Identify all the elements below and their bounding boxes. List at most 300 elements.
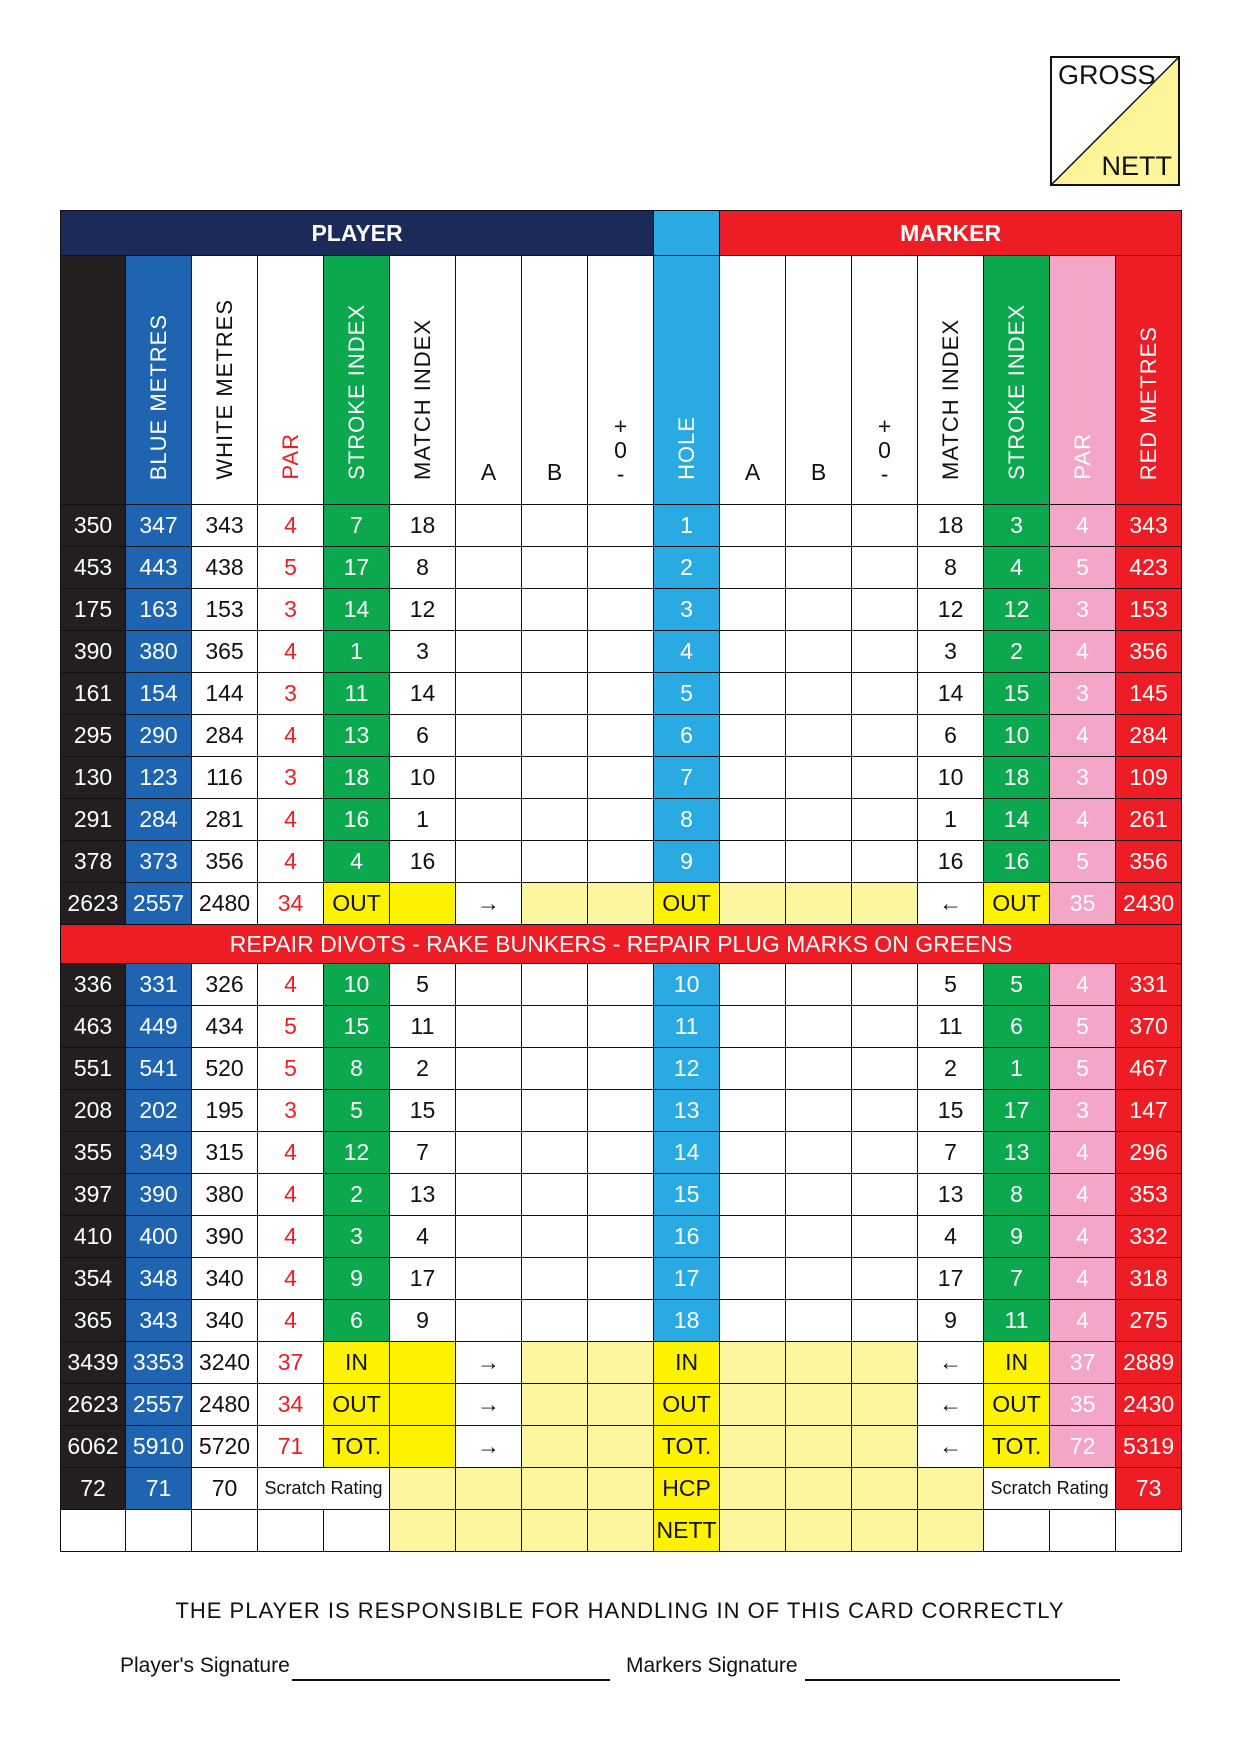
player-score-b-cell[interactable]: [522, 1174, 588, 1216]
header-black-metres: [61, 256, 126, 505]
stroke-index-cell: 10: [324, 964, 390, 1006]
nett-entry-cell[interactable]: [390, 1510, 456, 1552]
marker-total-plus-minus-cell[interactable]: [852, 1342, 918, 1384]
marker-plus-minus-cell[interactable]: [852, 1258, 918, 1300]
marker-par-cell: 4: [1050, 505, 1116, 547]
player-score-b-cell[interactable]: [522, 841, 588, 883]
player-score-b-cell[interactable]: [522, 505, 588, 547]
player-score-a-cell[interactable]: [456, 1174, 522, 1216]
player-plus-minus-cell[interactable]: [588, 1258, 654, 1300]
handicap-entry-cell[interactable]: [852, 1468, 918, 1510]
header-marker-a: A: [720, 256, 786, 505]
white-metres-cell: 520: [192, 1048, 258, 1090]
marker-score-b-cell[interactable]: [786, 757, 852, 799]
marker-par-cell: 4: [1050, 1300, 1116, 1342]
player-score-a-cell[interactable]: [456, 1006, 522, 1048]
stroke-index-cell: 7: [324, 505, 390, 547]
hole-number-cell: 16: [654, 1216, 720, 1258]
red-metres-cell: 284: [1116, 715, 1182, 757]
marker-match-index-cell: 9: [918, 1300, 984, 1342]
marker-par-cell: 3: [1050, 1090, 1116, 1132]
player-plus-minus-cell[interactable]: [588, 799, 654, 841]
nett-blank-cell[interactable]: [984, 1510, 1050, 1552]
player-score-a-cell[interactable]: [456, 1300, 522, 1342]
marker-score-b-cell[interactable]: [786, 673, 852, 715]
red-metres-cell: 275: [1116, 1300, 1182, 1342]
marker-score-a-cell[interactable]: [720, 1216, 786, 1258]
stroke-index-cell: 11: [324, 673, 390, 715]
marker-total-plus-minus-cell[interactable]: [852, 883, 918, 925]
hole-row: [61, 799, 1182, 841]
marker-total-label-cell: OUT: [984, 1384, 1050, 1426]
match-index-cell: 2: [390, 1048, 456, 1090]
marker-total-plus-minus-cell[interactable]: [852, 1384, 918, 1426]
red-metres-cell: 370: [1116, 1006, 1182, 1048]
marker-plus-minus-cell[interactable]: [852, 1216, 918, 1258]
header-blue-metres: BLUE METRES: [126, 256, 192, 505]
marker-plus-minus-cell[interactable]: [852, 799, 918, 841]
marker-score-a-cell[interactable]: [720, 547, 786, 589]
hole-row: [61, 505, 1182, 547]
hole-number-cell: 9: [654, 841, 720, 883]
player-plus-minus-cell[interactable]: [588, 1006, 654, 1048]
black-metres-cell: 354: [61, 1258, 126, 1300]
total-red-metres-cell: 2889: [1116, 1342, 1182, 1384]
marker-signature-label: Markers Signature: [626, 1654, 798, 1677]
marker-plus-minus-cell[interactable]: [852, 1300, 918, 1342]
nett-blank-cell[interactable]: [61, 1510, 126, 1552]
marker-plus-minus-cell[interactable]: [852, 757, 918, 799]
player-signature-line[interactable]: [292, 1679, 610, 1681]
player-total-b-cell[interactable]: [522, 1426, 588, 1468]
red-metres-cell: 467: [1116, 1048, 1182, 1090]
header-player-b: B: [522, 256, 588, 505]
marker-par-cell: 4: [1050, 1132, 1116, 1174]
player-score-a-cell[interactable]: [456, 1048, 522, 1090]
player-plus-minus-cell[interactable]: [588, 1048, 654, 1090]
player-score-b-cell[interactable]: [522, 1048, 588, 1090]
marker-plus-minus-cell[interactable]: [852, 715, 918, 757]
arrow-left-icon: ←: [918, 1426, 984, 1468]
black-metres-cell: 350: [61, 505, 126, 547]
nett-blank-cell[interactable]: [324, 1510, 390, 1552]
player-plus-minus-cell[interactable]: [588, 1216, 654, 1258]
marker-plus-minus-cell[interactable]: [852, 1132, 918, 1174]
marker-plus-minus-cell[interactable]: [852, 673, 918, 715]
player-score-a-cell[interactable]: [456, 757, 522, 799]
marker-match-index-cell: 2: [918, 1048, 984, 1090]
header-marker-stroke-index: STROKE INDEX: [984, 256, 1050, 505]
marker-total-par-cell: 35: [1050, 883, 1116, 925]
marker-par-cell: 3: [1050, 673, 1116, 715]
player-plus-minus-cell[interactable]: [588, 1174, 654, 1216]
stroke-index-cell: 3: [324, 1216, 390, 1258]
marker-score-a-cell[interactable]: [720, 631, 786, 673]
player-plus-minus-cell[interactable]: [588, 547, 654, 589]
marker-score-b-cell[interactable]: [786, 1300, 852, 1342]
handicap-entry-cell[interactable]: [390, 1468, 456, 1510]
marker-plus-minus-cell[interactable]: [852, 505, 918, 547]
player-score-a-cell[interactable]: [456, 589, 522, 631]
marker-score-b-cell[interactable]: [786, 964, 852, 1006]
match-index-cell: 12: [390, 589, 456, 631]
marker-stroke-index-cell: 7: [984, 1258, 1050, 1300]
player-score-b-cell[interactable]: [522, 589, 588, 631]
total-red-metres-cell: 2430: [1116, 883, 1182, 925]
player-plus-minus-cell[interactable]: [588, 589, 654, 631]
total-blue-metres-cell: 2557: [126, 1384, 192, 1426]
player-score-a-cell[interactable]: [456, 1132, 522, 1174]
marker-total-b-cell[interactable]: [786, 883, 852, 925]
hcp-label-cell: HCP: [654, 1468, 720, 1510]
marker-score-b-cell[interactable]: [786, 841, 852, 883]
stroke-index-cell: 8: [324, 1048, 390, 1090]
marker-signature-line[interactable]: [805, 1679, 1120, 1681]
header-stroke-index: STROKE INDEX: [324, 256, 390, 505]
marker-total-plus-minus-cell[interactable]: [852, 1426, 918, 1468]
marker-score-a-cell[interactable]: [720, 841, 786, 883]
total-white-metres-cell: 2480: [192, 1384, 258, 1426]
player-score-b-cell[interactable]: [522, 964, 588, 1006]
marker-match-index-cell: 15: [918, 1090, 984, 1132]
blue-metres-cell: 349: [126, 1132, 192, 1174]
header-hole: HOLE: [654, 256, 720, 505]
stroke-index-cell: 6: [324, 1300, 390, 1342]
footer-notice: THE PLAYER IS RESPONSIBLE FOR HANDLING IN OF THIS CARD CORRECTLY: [175, 1598, 1065, 1623]
total-white-metres-cell: 5720: [192, 1426, 258, 1468]
marker-score-a-cell[interactable]: [720, 1090, 786, 1132]
marker-stroke-index-cell: 9: [984, 1216, 1050, 1258]
marker-score-b-cell[interactable]: [786, 547, 852, 589]
column-header-row: [61, 256, 1182, 505]
black-metres-cell: 397: [61, 1174, 126, 1216]
scratch-rating-label: Scratch Rating: [258, 1468, 390, 1510]
player-score-b-cell[interactable]: [522, 547, 588, 589]
marker-plus-minus-cell[interactable]: [852, 1090, 918, 1132]
player-score-b-cell[interactable]: [522, 1132, 588, 1174]
total-hole-label-cell: TOT.: [654, 1426, 720, 1468]
stroke-index-cell: 13: [324, 715, 390, 757]
marker-stroke-index-cell: 2: [984, 631, 1050, 673]
marker-stroke-index-cell: 11: [984, 1300, 1050, 1342]
par-cell: 4: [258, 1216, 324, 1258]
match-index-cell: 9: [390, 1300, 456, 1342]
marker-score-b-cell[interactable]: [786, 1174, 852, 1216]
header-player-plus-zero-minus: + 0 -: [588, 256, 654, 505]
total-black-metres-cell: 2623: [61, 883, 126, 925]
marker-score-a-cell[interactable]: [720, 505, 786, 547]
player-score-a-cell[interactable]: [456, 1216, 522, 1258]
player-score-b-cell[interactable]: [522, 799, 588, 841]
marker-total-a-cell[interactable]: [720, 1384, 786, 1426]
marker-plus-minus-cell[interactable]: [852, 964, 918, 1006]
marker-plus-minus-cell[interactable]: [852, 1174, 918, 1216]
total-par-cell: 34: [258, 883, 324, 925]
marker-par-cell: 4: [1050, 1174, 1116, 1216]
gross-label: GROSS: [1058, 60, 1156, 90]
marker-score-b-cell[interactable]: [786, 1006, 852, 1048]
stroke-index-cell: 4: [324, 841, 390, 883]
blue-metres-cell: 123: [126, 757, 192, 799]
blue-metres-cell: 202: [126, 1090, 192, 1132]
hole-number-cell: 17: [654, 1258, 720, 1300]
nett-entry-cell[interactable]: [522, 1510, 588, 1552]
player-score-b-cell[interactable]: [522, 715, 588, 757]
header-par: PAR: [258, 256, 324, 505]
player-score-a-cell[interactable]: [456, 715, 522, 757]
nett-blank-cell[interactable]: [258, 1510, 324, 1552]
marker-total-b-cell[interactable]: [786, 1342, 852, 1384]
header-marker-plus-zero-minus: + 0 -: [852, 256, 918, 505]
stroke-index-cell: 14: [324, 589, 390, 631]
marker-score-a-cell[interactable]: [720, 1132, 786, 1174]
marker-score-b-cell[interactable]: [786, 589, 852, 631]
player-score-b-cell[interactable]: [522, 1216, 588, 1258]
marker-score-a-cell[interactable]: [720, 799, 786, 841]
hole-number-cell: 3: [654, 589, 720, 631]
marker-score-b-cell[interactable]: [786, 1048, 852, 1090]
hole-row: [61, 1006, 1182, 1048]
par-cell: 5: [258, 1048, 324, 1090]
marker-match-index-cell: 3: [918, 631, 984, 673]
blue-metres-cell: 443: [126, 547, 192, 589]
marker-match-index-cell: 5: [918, 964, 984, 1006]
player-plus-minus-cell[interactable]: [588, 673, 654, 715]
match-index-cell: 3: [390, 631, 456, 673]
player-score-a-cell[interactable]: [456, 673, 522, 715]
total-blue-metres-cell: 2557: [126, 883, 192, 925]
handicap-entry-cell[interactable]: [918, 1468, 984, 1510]
handicap-entry-cell[interactable]: [720, 1468, 786, 1510]
player-total-b-cell[interactable]: [522, 883, 588, 925]
course-etiquette-message: REPAIR DIVOTS - RAKE BUNKERS - REPAIR PLUG MARKS ON GREENS: [61, 925, 1182, 964]
hole-row: [61, 589, 1182, 631]
marker-stroke-index-cell: 1: [984, 1048, 1050, 1090]
nett-blank-cell[interactable]: [192, 1510, 258, 1552]
blue-metres-cell: 163: [126, 589, 192, 631]
marker-stroke-index-cell: 5: [984, 964, 1050, 1006]
nett-entry-cell[interactable]: [720, 1510, 786, 1552]
arrow-left-icon: ←: [918, 883, 984, 925]
marker-total-b-cell[interactable]: [786, 1384, 852, 1426]
marker-score-b-cell[interactable]: [786, 505, 852, 547]
marker-score-b-cell[interactable]: [786, 715, 852, 757]
hole-row: [61, 1132, 1182, 1174]
arrow-left-icon: ←: [918, 1384, 984, 1426]
marker-score-a-cell[interactable]: [720, 1006, 786, 1048]
total-label-cell: IN: [324, 1342, 390, 1384]
marker-total-a-cell[interactable]: [720, 1342, 786, 1384]
banner-row: [61, 211, 1182, 256]
marker-score-b-cell[interactable]: [786, 1258, 852, 1300]
player-total-plus-minus-cell[interactable]: [588, 1342, 654, 1384]
player-banner: PLAYER: [61, 211, 654, 256]
player-total-score-cell[interactable]: [390, 1342, 456, 1384]
player-total-b-cell[interactable]: [522, 1342, 588, 1384]
blue-metres-cell: 380: [126, 631, 192, 673]
marker-par-cell: 4: [1050, 1216, 1116, 1258]
marker-plus-minus-cell[interactable]: [852, 547, 918, 589]
black-metres-cell: 410: [61, 1216, 126, 1258]
marker-plus-minus-cell[interactable]: [852, 631, 918, 673]
marker-match-index-cell: 14: [918, 673, 984, 715]
marker-score-a-cell[interactable]: [720, 673, 786, 715]
handicap-entry-cell[interactable]: [522, 1468, 588, 1510]
player-score-a-cell[interactable]: [456, 1258, 522, 1300]
nett-entry-cell[interactable]: [786, 1510, 852, 1552]
player-score-b-cell[interactable]: [522, 1090, 588, 1132]
player-score-a-cell[interactable]: [456, 841, 522, 883]
white-metres-cell: 281: [192, 799, 258, 841]
match-index-cell: 4: [390, 1216, 456, 1258]
stroke-index-cell: 2: [324, 1174, 390, 1216]
marker-stroke-index-cell: 3: [984, 505, 1050, 547]
marker-score-a-cell[interactable]: [720, 589, 786, 631]
total-row: [61, 883, 1182, 925]
marker-total-b-cell[interactable]: [786, 1426, 852, 1468]
marker-plus-minus-cell[interactable]: [852, 1048, 918, 1090]
marker-score-b-cell[interactable]: [786, 799, 852, 841]
hole-row: [61, 715, 1182, 757]
white-metres-cell: 340: [192, 1258, 258, 1300]
black-metres-cell: 378: [61, 841, 126, 883]
marker-score-a-cell[interactable]: [720, 1048, 786, 1090]
nett-blank-cell[interactable]: [126, 1510, 192, 1552]
player-plus-minus-cell[interactable]: [588, 631, 654, 673]
stroke-index-cell: 9: [324, 1258, 390, 1300]
player-total-score-cell[interactable]: [390, 883, 456, 925]
player-score-a-cell[interactable]: [456, 631, 522, 673]
player-total-score-cell[interactable]: [390, 1384, 456, 1426]
par-cell: 3: [258, 589, 324, 631]
handicap-entry-cell[interactable]: [588, 1468, 654, 1510]
marker-score-a-cell[interactable]: [720, 1300, 786, 1342]
player-total-plus-minus-cell[interactable]: [588, 1426, 654, 1468]
hole-number-cell: 15: [654, 1174, 720, 1216]
player-score-a-cell[interactable]: [456, 505, 522, 547]
rating-black-cell: 72: [61, 1468, 126, 1510]
gross-nett-box[interactable]: [1050, 56, 1180, 186]
player-score-a-cell[interactable]: [456, 1090, 522, 1132]
handicap-entry-cell[interactable]: [786, 1468, 852, 1510]
player-score-b-cell[interactable]: [522, 673, 588, 715]
marker-plus-minus-cell[interactable]: [852, 1006, 918, 1048]
black-metres-cell: 291: [61, 799, 126, 841]
marker-par-cell: 5: [1050, 547, 1116, 589]
total-row: [61, 1426, 1182, 1468]
total-blue-metres-cell: 3353: [126, 1342, 192, 1384]
nett-blank-cell[interactable]: [1116, 1510, 1182, 1552]
marker-total-a-cell[interactable]: [720, 1426, 786, 1468]
marker-score-a-cell[interactable]: [720, 964, 786, 1006]
player-score-b-cell[interactable]: [522, 1006, 588, 1048]
marker-score-b-cell[interactable]: [786, 1216, 852, 1258]
arrow-right-icon: →: [456, 1384, 522, 1426]
match-index-cell: 8: [390, 547, 456, 589]
white-metres-cell: 315: [192, 1132, 258, 1174]
marker-score-a-cell[interactable]: [720, 757, 786, 799]
marker-score-a-cell[interactable]: [720, 1174, 786, 1216]
match-index-cell: 7: [390, 1132, 456, 1174]
player-plus-minus-cell[interactable]: [588, 1132, 654, 1174]
red-metres-cell: 145: [1116, 673, 1182, 715]
nett-entry-cell[interactable]: [588, 1510, 654, 1552]
hole-number-cell: 10: [654, 964, 720, 1006]
player-total-score-cell[interactable]: [390, 1426, 456, 1468]
player-total-plus-minus-cell[interactable]: [588, 883, 654, 925]
player-score-a-cell[interactable]: [456, 964, 522, 1006]
match-index-cell: 10: [390, 757, 456, 799]
player-signature-label: Player's Signature: [120, 1654, 290, 1677]
total-white-metres-cell: 3240: [192, 1342, 258, 1384]
arrow-left-icon: ←: [918, 1342, 984, 1384]
player-total-plus-minus-cell[interactable]: [588, 1384, 654, 1426]
player-plus-minus-cell[interactable]: [588, 841, 654, 883]
white-metres-cell: 365: [192, 631, 258, 673]
hole-row: [61, 547, 1182, 589]
marker-total-par-cell: 72: [1050, 1426, 1116, 1468]
red-metres-cell: 318: [1116, 1258, 1182, 1300]
marker-score-b-cell[interactable]: [786, 1132, 852, 1174]
marker-score-a-cell[interactable]: [720, 1258, 786, 1300]
player-plus-minus-cell[interactable]: [588, 757, 654, 799]
stroke-index-cell: 12: [324, 1132, 390, 1174]
marker-match-index-cell: 12: [918, 589, 984, 631]
player-plus-minus-cell[interactable]: [588, 505, 654, 547]
marker-total-a-cell[interactable]: [720, 883, 786, 925]
player-plus-minus-cell[interactable]: [588, 715, 654, 757]
marker-par-cell: 4: [1050, 799, 1116, 841]
marker-par-cell: 5: [1050, 841, 1116, 883]
nett-entry-cell[interactable]: [456, 1510, 522, 1552]
marker-match-index-cell: 8: [918, 547, 984, 589]
par-cell: 5: [258, 1006, 324, 1048]
player-plus-minus-cell[interactable]: [588, 1300, 654, 1342]
player-score-b-cell[interactable]: [522, 631, 588, 673]
player-score-a-cell[interactable]: [456, 547, 522, 589]
hole-row: [61, 673, 1182, 715]
player-plus-minus-cell[interactable]: [588, 964, 654, 1006]
marker-banner: MARKER: [720, 211, 1182, 256]
marker-score-a-cell[interactable]: [720, 715, 786, 757]
nett-blank-cell[interactable]: [1050, 1510, 1116, 1552]
black-metres-cell: 208: [61, 1090, 126, 1132]
nett-entry-cell[interactable]: [852, 1510, 918, 1552]
total-black-metres-cell: 6062: [61, 1426, 126, 1468]
black-metres-cell: 295: [61, 715, 126, 757]
marker-stroke-index-cell: 16: [984, 841, 1050, 883]
player-score-a-cell[interactable]: [456, 799, 522, 841]
marker-plus-minus-cell[interactable]: [852, 589, 918, 631]
player-score-b-cell[interactable]: [522, 1258, 588, 1300]
total-white-metres-cell: 2480: [192, 883, 258, 925]
red-metres-cell: 261: [1116, 799, 1182, 841]
player-plus-minus-cell[interactable]: [588, 1090, 654, 1132]
total-black-metres-cell: 2623: [61, 1384, 126, 1426]
total-hole-label-cell: OUT: [654, 1384, 720, 1426]
marker-score-b-cell[interactable]: [786, 1090, 852, 1132]
marker-plus-minus-cell[interactable]: [852, 841, 918, 883]
nett-entry-cell[interactable]: [918, 1510, 984, 1552]
player-score-b-cell[interactable]: [522, 757, 588, 799]
marker-total-par-cell: 35: [1050, 1384, 1116, 1426]
marker-match-index-cell: 4: [918, 1216, 984, 1258]
handicap-entry-cell[interactable]: [456, 1468, 522, 1510]
player-total-b-cell[interactable]: [522, 1384, 588, 1426]
white-metres-cell: 116: [192, 757, 258, 799]
marker-score-b-cell[interactable]: [786, 631, 852, 673]
player-score-b-cell[interactable]: [522, 1300, 588, 1342]
